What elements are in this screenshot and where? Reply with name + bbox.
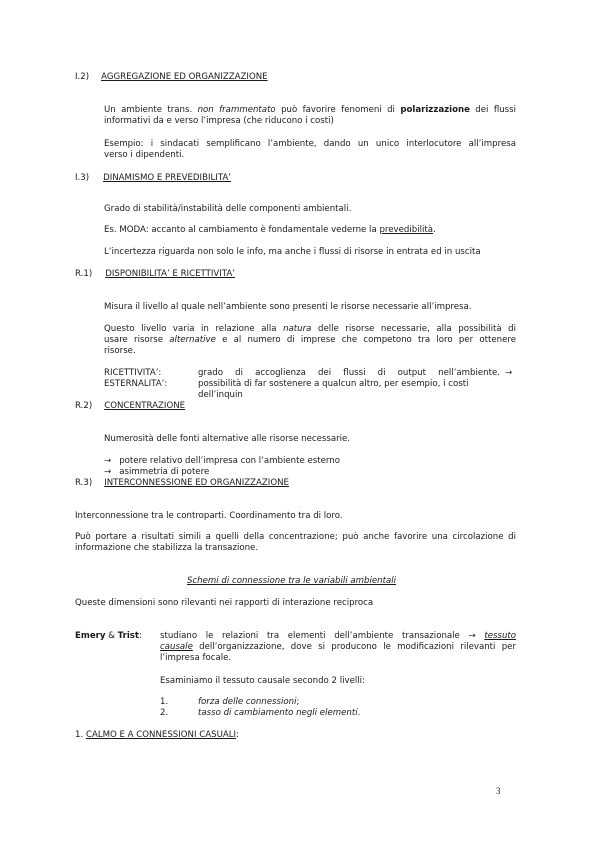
text-run: delle risorse necessarie, alla possibilità di [311, 324, 517, 334]
text-run: Questo livello varia in relazione alla [104, 324, 284, 334]
paragraph-esaminiamo: Esaminiamo il tessuto causale secondo 2 livelli: [160, 676, 365, 686]
section-number: R.1) [75, 269, 93, 279]
paragraph-stabilita: Grado di stabilità/instabilità delle componenti ambientali. [104, 204, 352, 214]
paragraph-polarizzazione [104, 105, 516, 127]
paragraph-numerosita: Numerosità delle fonti alternative alle risorse necessarie. [104, 434, 351, 444]
text-run-italic: non frammentato [197, 105, 276, 115]
section-title: CONCENTRAZIONE [104, 401, 186, 411]
ampersand: & [105, 631, 118, 641]
page-number: 3 [496, 786, 501, 796]
text-line: l’impresa focale. [160, 653, 232, 663]
section-title: DINAMISMO E PREVEDIBILITA’ [103, 173, 232, 183]
text-run-italic: tessuto [484, 631, 517, 641]
list-text: forza delle connessioni [198, 697, 297, 707]
text-run-italic: causale [160, 642, 193, 652]
paragraph-incertezza: L’incertezza riguarda non solo le info, ma anche i flussi di risorse in entrata ed in uscita [104, 247, 481, 257]
text-run: dell’organizzazione, dove si producono le modificazioni rilevanti per [192, 642, 516, 652]
section-number: R.2) [75, 401, 93, 411]
text-line: informativi da e verso l’impresa (che riducono i costi) [104, 116, 334, 126]
paragraph-livello [104, 324, 516, 357]
text-run: . [433, 225, 436, 235]
section-heading-r3 [75, 478, 289, 489]
bullet-text: potere relativo dell’impresa con l’ambiente esterno [119, 456, 341, 466]
paragraph-dimensioni: Queste dimensioni sono rilevanti nei rapporti di interazione reciproca [75, 598, 374, 608]
paragraph-concentrazione [75, 532, 516, 554]
definition-esternalita-cont: dell’inquin [198, 390, 243, 400]
arrow-right-icon: → [104, 467, 112, 477]
arrow-right-icon: → [505, 368, 513, 378]
bullet-item [104, 467, 209, 478]
section-number: R.3) [75, 478, 93, 488]
arrow-right-icon: → [468, 631, 476, 641]
section-number: 1. [75, 730, 86, 740]
text-run: può favorire fenomeni di [275, 105, 401, 115]
text-run: Un ambiente trans. [104, 105, 198, 115]
arrow-right-icon: → [104, 456, 112, 466]
section-title: DISPONIBILITA’ E RICETTIVITA’ [105, 269, 235, 279]
text-line: Può portare a risultati simili a quelli della concentrazione; può anche favorire una circolazione di [75, 532, 516, 542]
term-ricettivita: RICETTIVITA’: [104, 368, 162, 378]
emery-trist-label [75, 631, 142, 642]
section-heading-i3 [75, 173, 231, 184]
punctuation: . [357, 708, 361, 718]
text-run: e al numero di imprese che competono tra loro per ottenere [215, 335, 516, 345]
bullet-item [104, 456, 340, 467]
section-title: INTERCONNESSIONE ED ORGANIZZAZIONE [104, 478, 289, 488]
section-heading-calmo [75, 730, 239, 741]
colon: : [139, 631, 142, 641]
definition-esternalita: possibilità di far sostenere a qualcun altro, per esempio, i costi [198, 379, 469, 389]
text-run-bold: polarizzazione [400, 105, 470, 115]
text-line: risorse. [104, 346, 136, 356]
paragraph-interconnessione: Interconnessione tra le controparti. Coordinamento tra di loro. [75, 511, 343, 521]
definition-ricettivita: grado di accoglienza dei flussi di output nell’ambiente. [198, 368, 500, 378]
section-heading-r2 [75, 401, 185, 412]
list-item [160, 697, 299, 708]
text-run: studiano le relazioni tra elementi dell’ambiente transazionale [160, 631, 460, 641]
paragraph-emery-trist [160, 631, 516, 664]
text-run: dei flussi [469, 105, 517, 115]
author-name: Emery [75, 631, 106, 641]
section-title: CALMO E A CONNESSIONI CASUALI [85, 730, 237, 740]
section-title: AGGREGAZIONE ED ORGANIZZAZIONE [101, 72, 268, 82]
text-run-italic: alternative [169, 335, 216, 345]
text-run-italic: natura [283, 324, 312, 334]
punctuation: ; [296, 697, 300, 707]
section-number: I.2) [75, 72, 90, 82]
paragraph-moda [104, 225, 436, 236]
bullet-text: asimmetria di potere [119, 467, 210, 477]
list-item [160, 708, 360, 719]
text-run: usare risorse [104, 335, 170, 345]
text-run: Es. MODA: accanto al cambiamento è fondamentale vederne la [104, 225, 380, 235]
text-line: informazione che stabilizza la transazione. [75, 543, 259, 553]
paragraph-esempio-sindacati [104, 139, 516, 161]
term-esternalita: ESTERNALITA’: [104, 379, 168, 389]
section-heading-i2 [75, 72, 268, 83]
author-name: Trist [117, 631, 139, 641]
list-text: tasso di cambiamento negli elementi [198, 708, 358, 718]
list-number: 2. [160, 708, 169, 718]
text-line: Esempio: i sindacati semplificano l’ambiente, dando un unico interlocutore all’impresa [104, 139, 516, 149]
paragraph-misura: Misura il livello al quale nell’ambiente sono presenti le risorse necessarie all’impresa. [104, 302, 472, 312]
section-heading-r1 [75, 269, 235, 280]
colon: : [236, 730, 239, 740]
text-run-underlined: prevedibilità [379, 225, 434, 235]
list-number: 1. [160, 697, 169, 707]
section-number: I.3) [75, 173, 90, 183]
subsection-title-schemi: Schemi di connessione tra le variabili ambientali [187, 576, 397, 586]
text-line: verso i dipendenti. [104, 150, 185, 160]
